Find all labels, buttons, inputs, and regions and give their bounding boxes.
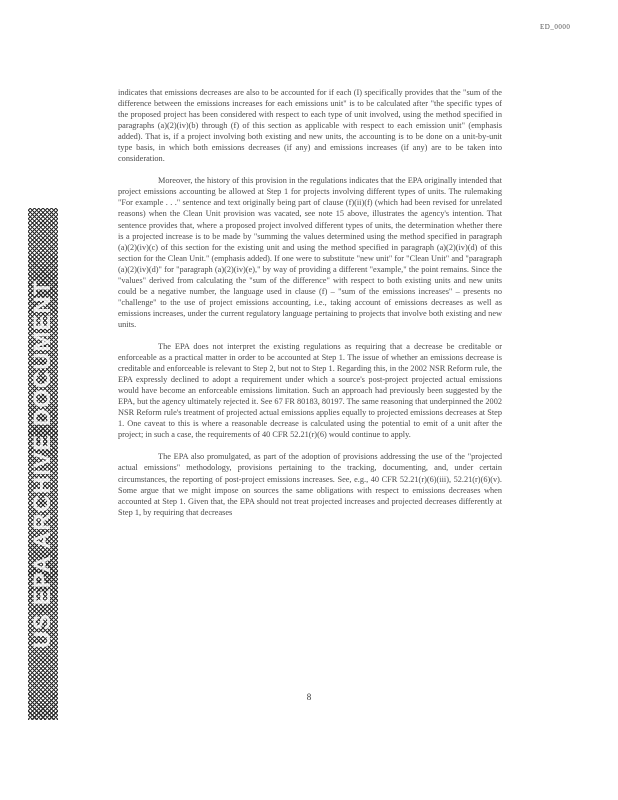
- paragraph-1: indicates that emissions decreases are also to be accounted for if each (I) specifically provides that the "sum of the difference between the emissions increases for each emissions unit" is to be calculated after "the specific types of the proposed project has been considered with respect to each type of unit involved, using the method specified in paragraphs (a)(2)(iv)(b) through (f) of this section as applicable with respect to each emission unit" (emphasis added). That is, if a project involving both existing and new units, the accounting is to be done on a unit-by-unit type basis, in which both emissions decreases (if any) and emissions increases (if any) are to be taken into consideration.: [118, 88, 502, 164]
- document-control-number: ED_0000: [540, 23, 571, 31]
- archive-stamp-text: US EPA ARCHIVE DOCUMENT: [29, 279, 56, 649]
- body-text: [118, 87, 502, 518]
- page-number: 8: [306, 692, 312, 702]
- paragraph-4: The EPA also promulgated, as part of the adoption of provisions addressing the use of the "projected actual emissions" methodology, provisions pertaining to the tracking, documenting, and, under certain circumstances, the reporting of post-project emissions increases. See, e.g., 40 CFR 52.21(r)(6)(iii), 52.21(r)(6)(v). Some argue that we might impose on sources the same obligations with respect to emissions decreases when accounted at Step 1. Given that, the EPA should not treat projected increases and projected decreases differently at Step 1, by requiring that decreases: [118, 452, 502, 517]
- archive-stamp: [28, 208, 58, 720]
- paragraph-3: The EPA does not interpret the existing regulations as requiring that a decrease be creditable or enforceable as a practical matter in order to be accounted at Step 1. The issue of whether an emissions decrease is creditable and enforceable is relevant to Step 2, but not to Step 1. Regarding this, in the 2002 NSR Reform rule, the EPA expressly declined to adopt a requirement under which a source's post-project projected actual emissions would have become an enforceable emissions limitation. Such an approach had previously been suggested by the EPA, but the agency ultimately rejected it. See 67 FR 80183, 80197. The same reasoning that underpinned the 2002 NSR Reform rule's treatment of projected actual emissions applies equally to projected emissions decreases at Step 1. One caveat to this is where a reasonable decrease is calculated using the potential to emit of a unit after the project; in such a case, the requirements of 40 CFR 52.21(r)(6) would continue to apply.: [118, 341, 502, 440]
- paragraph-2: Moreover, the history of this provision in the regulations indicates that the EPA originally intended that project emissions accounting be allowed at Step 1 for projects involving different types of units. The rulemaking "For example . . ." sentence and text originally being part of clause (f)(ii)(f) (which had been revised for unrelated reasons) when the Clean Unit provision was vacated, see note 15 above, illustrates the agency's intention. That sentence provides that, where a proposed project involved different types of units, the determination whether there is a projected increase is to be made by "summing the values determined using the method specified in paragraph (a)(2)(iv)(c) of this section for the existing unit and using the method specified in paragraph (a)(2)(iv)(d) of this section for the Clean Unit." (emphasis added). If one were to substitute "new unit" for "Clean Unit" and "paragraph (a)(2)(iv)(d)" for "paragraph (a)(2)(iv)(e)," by way of providing a different "example," the point remains. Since the "values" derived from calculating the "sum of the difference" with respect to both existing units and new units could be a negative number, the language used in clause (f) – "sum of the emissions increases" – presents no "challenge" to the use of project emissions accounting, i.e., taking account of emissions decreases as well as emissions increases, under the current regulatory language pertaining to projects that involve both existing and new units.: [118, 176, 502, 329]
